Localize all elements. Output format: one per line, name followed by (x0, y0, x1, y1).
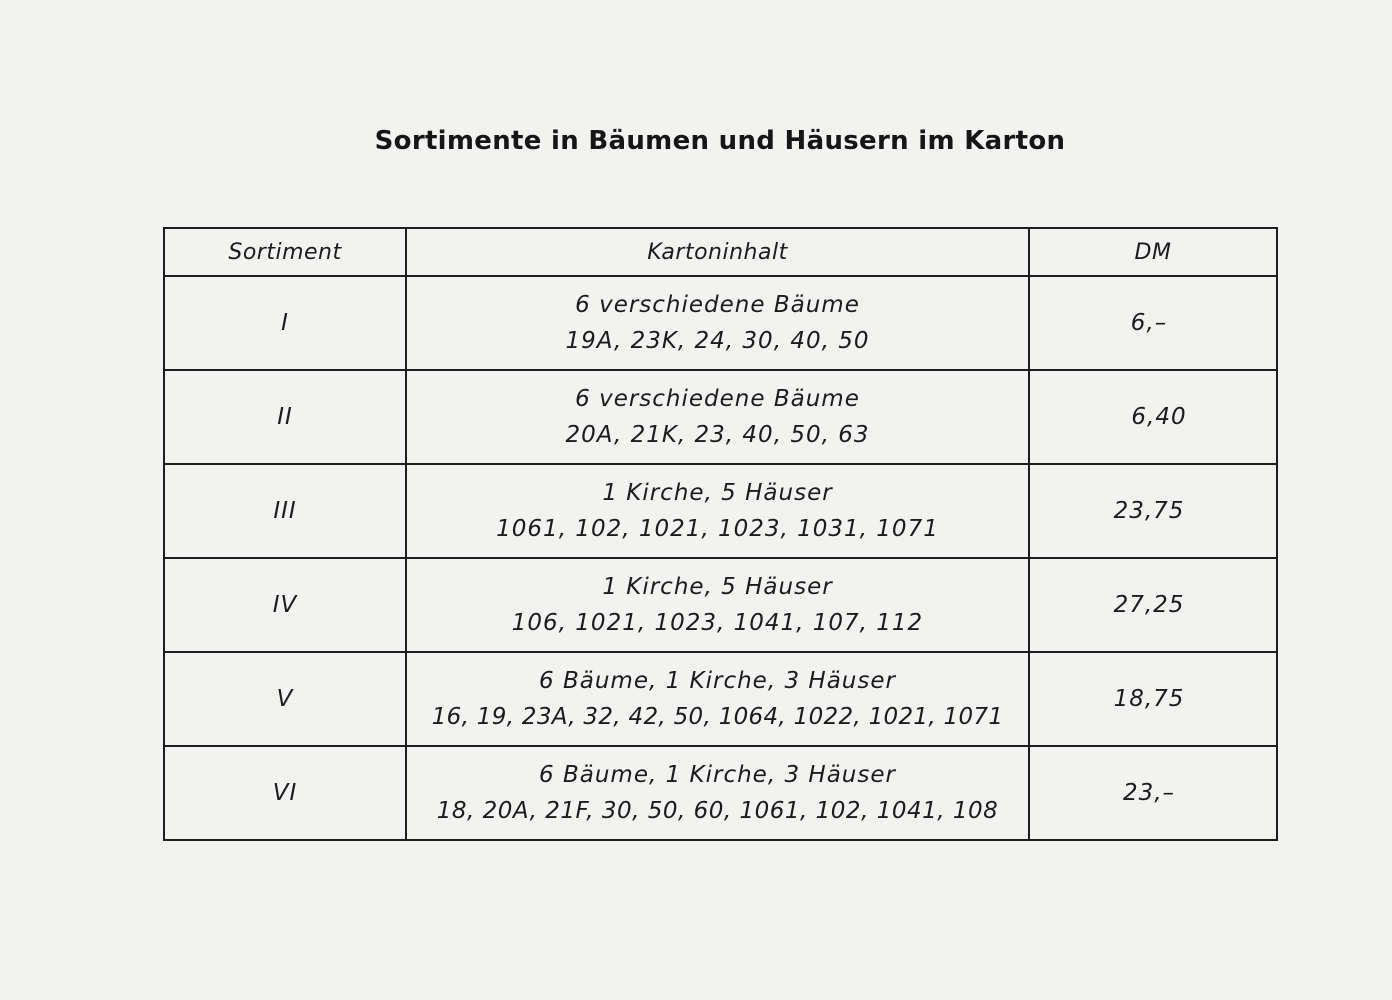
sortiment-cell: III (164, 464, 406, 558)
price-value: 6,40 (1131, 404, 1187, 430)
table-row (164, 746, 1277, 840)
price-cell (1029, 746, 1277, 840)
table-row (164, 464, 1277, 558)
table-row (164, 370, 1277, 464)
table-header-row (164, 228, 1277, 276)
price-cell (1029, 558, 1277, 652)
column-header-sortiment: Sortiment (164, 228, 406, 276)
sortiment-cell: II (164, 370, 406, 464)
content-item-numbers: 1061, 102, 1021, 1023, 1031, 1071 (496, 516, 939, 542)
content-cell (406, 370, 1029, 464)
price-cell (1029, 652, 1277, 746)
content-description: 1 Kirche, 5 Häuser (602, 480, 833, 506)
sortiment-cell: I (164, 276, 406, 370)
price-cell (1029, 464, 1277, 558)
content-item-numbers: 19A, 23K, 24, 30, 40, 50 (565, 328, 870, 354)
sortiment-cell: VI (164, 746, 406, 840)
content-cell (406, 276, 1029, 370)
content-cell (406, 746, 1029, 840)
content-item-numbers: 106, 1021, 1023, 1041, 107, 112 (511, 610, 924, 636)
content-description: 6 Bäume, 1 Kirche, 3 Häuser (539, 668, 896, 694)
price-value: 23,75 (1113, 498, 1185, 524)
content-item-numbers: 16, 19, 23A, 32, 42, 50, 1064, 1022, 1021, 1071 (431, 704, 1004, 730)
price-value: 18,75 (1113, 686, 1185, 712)
table-row (164, 276, 1277, 370)
column-header-kartoninhalt: Kartoninhalt (406, 228, 1029, 276)
price-value: 23,– (1122, 780, 1176, 806)
content-description: 1 Kirche, 5 Häuser (602, 574, 833, 600)
price-value: 27,25 (1113, 592, 1185, 618)
page-title: Sortimente in Bäumen und Häusern im Karton (374, 126, 1066, 156)
price-cell (1029, 370, 1277, 464)
sortiment-cell: IV (164, 558, 406, 652)
price-cell (1029, 276, 1277, 370)
column-header-dm: DM (1029, 228, 1277, 276)
table-row (164, 652, 1277, 746)
content-description: 6 Bäume, 1 Kirche, 3 Häuser (539, 762, 896, 788)
assortment-table (163, 227, 1278, 841)
table-row (164, 558, 1277, 652)
content-cell (406, 558, 1029, 652)
content-cell (406, 652, 1029, 746)
content-description: 6 verschiedene Bäume (575, 292, 860, 318)
content-cell (406, 464, 1029, 558)
price-value: 6,– (1130, 310, 1168, 336)
sortiment-cell: V (164, 652, 406, 746)
content-item-numbers: 20A, 21K, 23, 40, 50, 63 (565, 422, 870, 448)
content-description: 6 verschiedene Bäume (575, 386, 860, 412)
content-item-numbers: 18, 20A, 21F, 30, 50, 60, 1061, 102, 1041, 108 (436, 798, 999, 824)
